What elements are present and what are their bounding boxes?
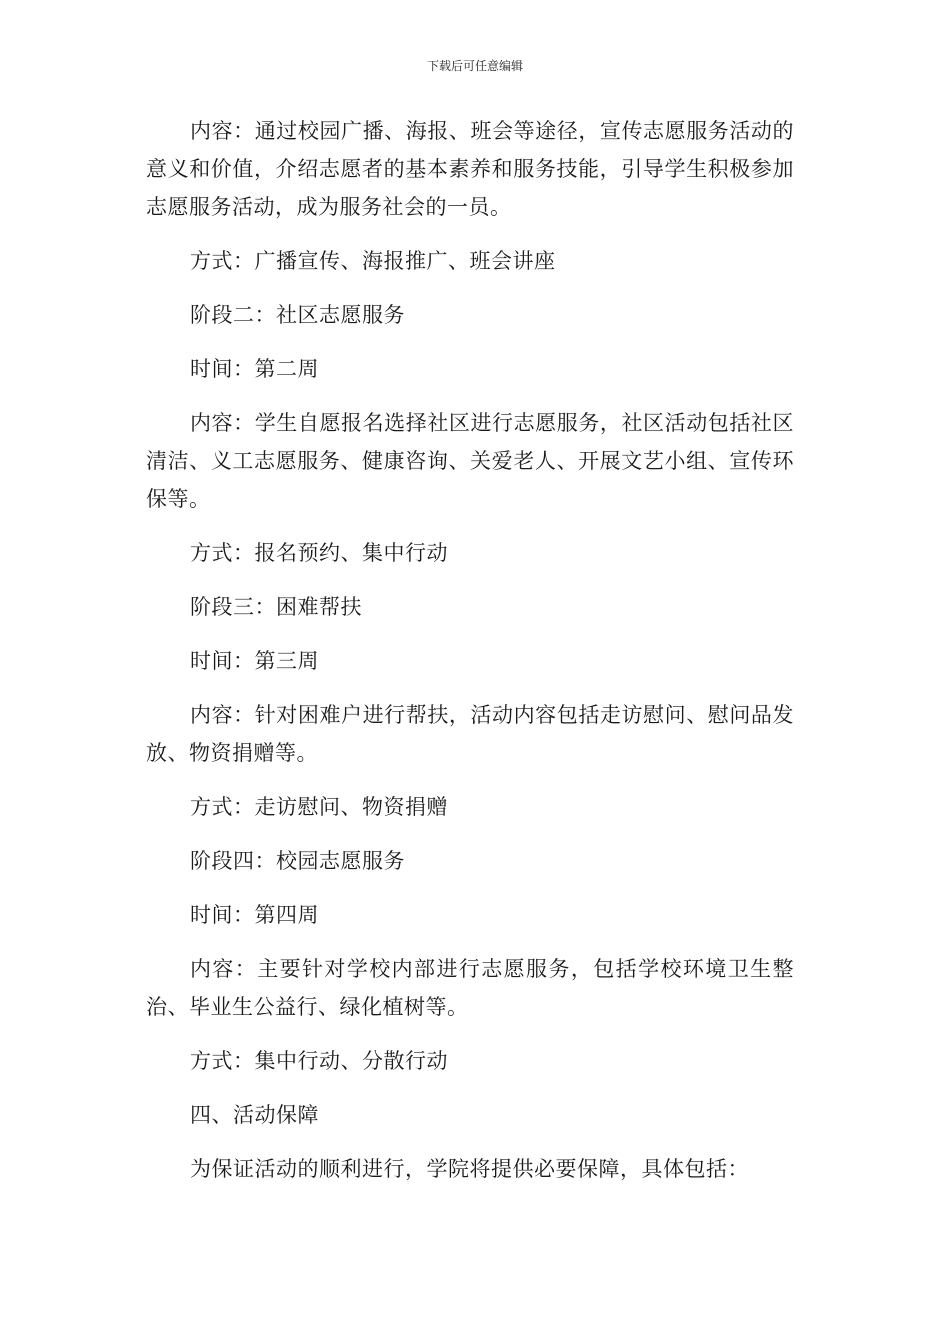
paragraph-method-publicity: 方式：广播宣传、海报推广、班会讲座	[190, 249, 556, 273]
page-header-note: 下载后可任意编辑	[426, 59, 523, 73]
paragraph-content-campus: 内容：主要针对学校内部进行志愿服务，包括学校环境卫生整治、毕业生公益行、绿化植树等。	[146, 957, 794, 1019]
paragraph-content-community: 内容：学生自愿报名选择社区进行志愿服务，社区活动包括社区清洁、义工志愿服务、健康咨询、关爱老人、开展文艺小组、宣传环保等。	[146, 411, 794, 511]
paragraph-time-week-three: 时间：第三周	[190, 649, 319, 673]
paragraph-stage-two-title: 阶段二：社区志愿服务	[190, 303, 405, 327]
paragraph-content-assistance: 内容：针对困难户进行帮扶，活动内容包括走访慰问、慰问品发放、物资捐赠等。	[146, 703, 794, 765]
paragraph-method-campus: 方式：集中行动、分散行动	[190, 1049, 448, 1073]
paragraph-stage-three-title: 阶段三：困难帮扶	[190, 595, 362, 619]
paragraph-stage-four-title: 阶段四：校园志愿服务	[190, 849, 405, 873]
paragraph-method-community: 方式：报名预约、集中行动	[190, 541, 448, 565]
paragraph-content-publicity: 内容：通过校园广播、海报、班会等途径，宣传志愿服务活动的意义和价值，介绍志愿者的基本素养和服务技能，引导学生积极参加志愿服务活动，成为服务社会的一员。	[146, 119, 794, 219]
paragraph-time-week-two: 时间：第二周	[190, 357, 319, 381]
document-body	[146, 112, 794, 1204]
paragraph-time-week-four: 时间：第四周	[190, 903, 319, 927]
paragraph-guarantee-intro: 为保证活动的顺利进行，学院将提供必要保障，具体包括：	[190, 1157, 749, 1181]
section-heading-guarantee: 四、活动保障	[190, 1103, 319, 1127]
paragraph-method-assistance: 方式：走访慰问、物资捐赠	[190, 795, 448, 819]
